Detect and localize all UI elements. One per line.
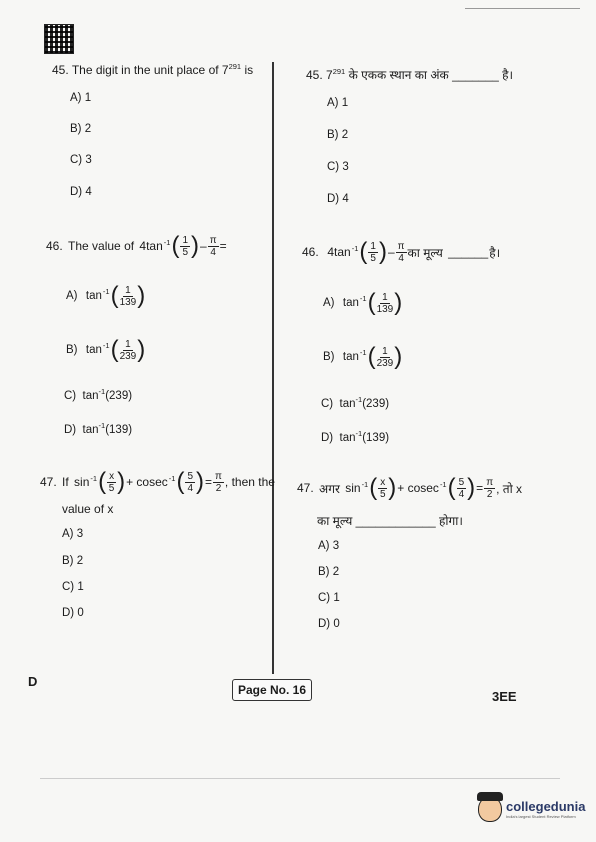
q46-coef-hi: 4tan [327, 245, 351, 259]
q46-fraction-hi [368, 241, 378, 264]
q47-pi-den-hi: 2 [486, 488, 493, 500]
q47-cosec-inv-en: -1 [168, 474, 176, 483]
q46-option-d-label-en: D) [64, 423, 77, 436]
q47-sin-inv-en: -1 [90, 474, 98, 483]
q46-frac-den-hi: 5 [370, 252, 376, 264]
q47-paren1-open-hi: ( [369, 474, 378, 501]
q46-option-c-inv-en: -1 [98, 387, 106, 396]
q46-option-c-hi [321, 395, 389, 410]
q46-option-c-en [64, 387, 132, 402]
brand-text [506, 799, 585, 819]
q46-option-b-label-hi: B) [323, 351, 335, 363]
q46-option-a-den-en: 139 [119, 296, 137, 308]
q47-frac-54-en [185, 471, 195, 494]
q46-option-c-fn-hi: tan [339, 397, 356, 410]
q45-option-b-en: B) 2 [70, 123, 92, 135]
q46-question-en [46, 234, 227, 258]
q46-pi-num-hi: π [397, 240, 405, 252]
q47-paren2-open-en: ( [176, 468, 185, 495]
q47-pi-num-hi: π [486, 476, 494, 488]
q47-option-b-hi: B) 2 [318, 566, 340, 578]
column-divider [272, 62, 274, 674]
q46-option-b-paren-open-en: ( [110, 336, 119, 363]
q47-pi-fraction-en [213, 471, 224, 494]
qr-code [44, 24, 74, 54]
q47-c-den-hi: 4 [458, 488, 465, 500]
q46-option-d-arg-en: (139) [105, 423, 133, 436]
q45-option-b-hi: B) 2 [327, 129, 349, 141]
brand-logo [478, 796, 585, 822]
q45-blank-hi: _______ [452, 68, 499, 82]
q46-pi-num-en: π [209, 234, 217, 246]
q47-option-d-hi: D) 0 [318, 618, 340, 630]
q46-option-d-label-hi: D) [321, 431, 334, 444]
q46-option-a-paren-open-en: ( [110, 282, 119, 309]
q46-pi-fraction-en [208, 235, 219, 258]
q46-option-b-label-en: B) [66, 344, 78, 356]
q47-five-en: 5 [108, 482, 115, 494]
q46-question-hi [302, 240, 500, 264]
q46-option-c-fn-en: tan [82, 389, 99, 402]
q45-tail-en: is [241, 63, 254, 77]
q45-question-en [52, 62, 253, 77]
q46-option-b-frac-en [120, 339, 137, 362]
section-letter: D [28, 674, 38, 689]
q47-sin-inv-hi: -1 [361, 480, 369, 489]
q46-paren-close-hi: ) [378, 238, 387, 265]
q45-exponent-en: 291 [228, 62, 242, 71]
q45-question-hi [306, 66, 513, 83]
q46-option-c-inv-hi: -1 [355, 395, 363, 404]
q46-option-d-inv-hi: -1 [355, 429, 363, 438]
q46-end-hi: है। [489, 245, 501, 260]
q45-option-a-en: A) 1 [70, 92, 92, 104]
q46-paren-close-en: ) [191, 232, 200, 259]
brand-tagline: India's largest Student Review Platform [506, 814, 576, 819]
q46-option-c-arg-en: (239) [105, 389, 133, 402]
q46-text-en: The value of [68, 239, 135, 253]
q47-line2b-hi: होगा। [435, 514, 463, 528]
q46-option-b-paren-close-en: ) [137, 336, 146, 363]
paper-code: 3EE [492, 689, 517, 704]
q46-option-b-paren-open-hi: ( [367, 343, 376, 370]
q46-option-a-frac-en [120, 285, 137, 308]
q45-base-hi: 7 [326, 68, 333, 82]
q47-question-en [40, 470, 275, 494]
q46-option-d-en [64, 421, 132, 436]
q47-cosec-inv-hi: -1 [439, 480, 447, 489]
q46-option-a-fn-en: tan [85, 290, 102, 302]
q47-equals-hi: = [476, 481, 484, 495]
brand-name: collegedunia [506, 799, 586, 814]
q47-five-hi: 5 [379, 488, 386, 500]
q45-option-d-hi: D) 4 [327, 193, 349, 205]
q47-option-c-hi: C) 1 [318, 592, 340, 604]
q47-pi-num-en: π [215, 470, 222, 482]
q46-frac-num-en: 1 [182, 234, 189, 246]
q47-if-en: If [62, 475, 69, 489]
q47-x-en: x [109, 470, 115, 482]
q47-paren2-open-hi: ( [447, 474, 456, 501]
q47-line2-hi [317, 512, 463, 529]
q47-paren1-close-hi: ) [388, 474, 397, 501]
q46-option-b-den-en: 239 [119, 350, 137, 362]
q46-frac-num-hi: 1 [370, 240, 376, 252]
q46-pi-den-hi: 4 [398, 252, 404, 264]
q46-equals-en: = [219, 239, 227, 253]
q47-option-c-en: C) 1 [62, 581, 84, 593]
page-number-box [232, 679, 312, 701]
q46-option-c-arg-hi: (239) [362, 397, 390, 410]
page-number: Page No. 16 [237, 683, 307, 697]
q47-frac-x5-hi [378, 477, 387, 500]
q47-c-num-en: 5 [187, 470, 193, 482]
q47-number-hi: 47. [297, 481, 314, 495]
q46-option-d-hi [321, 429, 389, 444]
q46-option-a-hi [323, 291, 402, 315]
q46-option-d-fn-hi: tan [339, 431, 356, 444]
q47-paren1-open-en: ( [98, 468, 107, 495]
q46-frac-den-en: 5 [182, 246, 189, 258]
q46-number-en: 46. [46, 239, 63, 253]
q46-paren-open-hi: ( [359, 238, 368, 265]
q47-c-den-en: 4 [187, 482, 193, 494]
q46-option-b-en [66, 338, 145, 362]
q47-paren2-close-hi: ) [467, 474, 476, 501]
q46-pi-den-en: 4 [210, 246, 216, 258]
q45-text-en: The digit in the unit place of 7 [71, 63, 229, 77]
scan-line [465, 8, 580, 9]
q46-option-b-inv-hi: -1 [359, 348, 367, 357]
q46-option-b-hi [323, 345, 402, 369]
q46-paren-open-en: ( [171, 232, 180, 259]
q47-number-en: 47. [40, 475, 57, 489]
q45-option-c-hi: C) 3 [327, 161, 349, 173]
q46-fraction-en [180, 235, 190, 258]
q46-option-c-label-hi: C) [321, 397, 334, 410]
q46-option-b-inv-en: -1 [102, 341, 110, 350]
q47-pi-den-en: 2 [215, 482, 222, 494]
q46-option-a-en [66, 284, 145, 308]
q47-option-a-hi: A) 3 [318, 540, 340, 552]
q47-plus-cosec-en: + cosec [126, 475, 168, 489]
q46-option-a-frac-hi [377, 292, 394, 315]
q46-option-a-num-hi: 1 [382, 291, 388, 303]
q46-option-d-fn-en: tan [82, 423, 99, 436]
q47-option-d-en: D) 0 [62, 607, 84, 619]
mascot-icon [478, 796, 502, 822]
q47-frac-54-hi [457, 477, 467, 500]
q45-text-hi: के एकक स्थान का अंक [345, 68, 449, 82]
q47-if-hi: अगर [319, 481, 340, 496]
q46-option-a-paren-close-en: ) [137, 282, 146, 309]
q47-question-hi [297, 476, 522, 500]
q47-tail-hi: , तो x [496, 481, 523, 496]
q45-option-c-en: C) 3 [70, 154, 92, 166]
q46-option-c-label-en: C) [64, 389, 77, 402]
q46-minus-hi: – [387, 245, 395, 259]
q46-option-a-label-en: A) [66, 290, 78, 302]
q47-sin-en: sin [74, 475, 90, 489]
q46-text-hi: का मूल्य [407, 245, 443, 260]
q47-option-b-en: B) 2 [62, 555, 84, 567]
q46-option-a-inv-hi: -1 [359, 294, 367, 303]
q47-line2a-hi: का मूल्य [317, 514, 353, 528]
q46-option-a-inv-en: -1 [102, 287, 110, 296]
q47-option-a-en: A) 3 [62, 528, 84, 540]
q45-end-hi: है। [498, 68, 514, 82]
q46-option-a-label-hi: A) [323, 297, 335, 309]
q47-frac-x5-en [107, 471, 116, 494]
q46-option-d-inv-en: -1 [98, 421, 106, 430]
q46-option-a-den-hi: 139 [376, 303, 394, 315]
q46-option-b-num-en: 1 [125, 338, 131, 350]
q46-option-a-paren-open-hi: ( [367, 289, 376, 316]
footer-line [40, 778, 560, 779]
q47-paren1-close-en: ) [117, 468, 126, 495]
q47-pi-fraction-hi [484, 477, 495, 500]
q45-option-a-hi: A) 1 [327, 97, 349, 109]
q46-option-d-arg-hi: (139) [362, 431, 390, 444]
q46-inverse-hi: -1 [351, 244, 359, 253]
q46-coef-en: 4tan [139, 239, 163, 253]
q47-line2-en: value of x [62, 502, 114, 516]
q45-number-en: 45. [52, 63, 69, 77]
q47-plus-cosec-hi: + cosec [397, 481, 439, 495]
q46-inverse-en: -1 [163, 238, 171, 247]
q46-option-b-num-hi: 1 [382, 345, 388, 357]
q46-option-a-paren-close-hi: ) [394, 289, 403, 316]
q46-number-hi: 46. [302, 245, 319, 259]
q47-x-hi: x [380, 476, 386, 488]
q46-option-a-num-en: 1 [125, 284, 131, 296]
q47-paren2-close-en: ) [196, 468, 204, 495]
q46-option-a-fn-hi: tan [342, 297, 359, 309]
q46-option-b-fn-hi: tan [342, 351, 359, 363]
q46-option-b-paren-close-hi: ) [394, 343, 403, 370]
q46-option-b-frac-hi [377, 346, 394, 369]
q47-c-num-hi: 5 [458, 476, 465, 488]
q47-equals-en: = [205, 475, 213, 489]
q46-blank-hi: ______ [448, 245, 489, 259]
q46-minus-en: – [200, 239, 207, 253]
q45-number-hi: 45. [306, 68, 323, 82]
q47-tail-en: , then the [224, 475, 275, 489]
q47-blank-hi: ____________ [355, 514, 436, 528]
q45-option-d-en: D) 4 [70, 186, 92, 198]
q45-exponent-hi: 291 [332, 67, 346, 76]
q46-option-b-den-hi: 239 [376, 357, 394, 369]
q46-pi-fraction-hi [396, 241, 407, 264]
q47-sin-hi: sin [345, 481, 361, 495]
q46-option-b-fn-en: tan [85, 344, 102, 356]
